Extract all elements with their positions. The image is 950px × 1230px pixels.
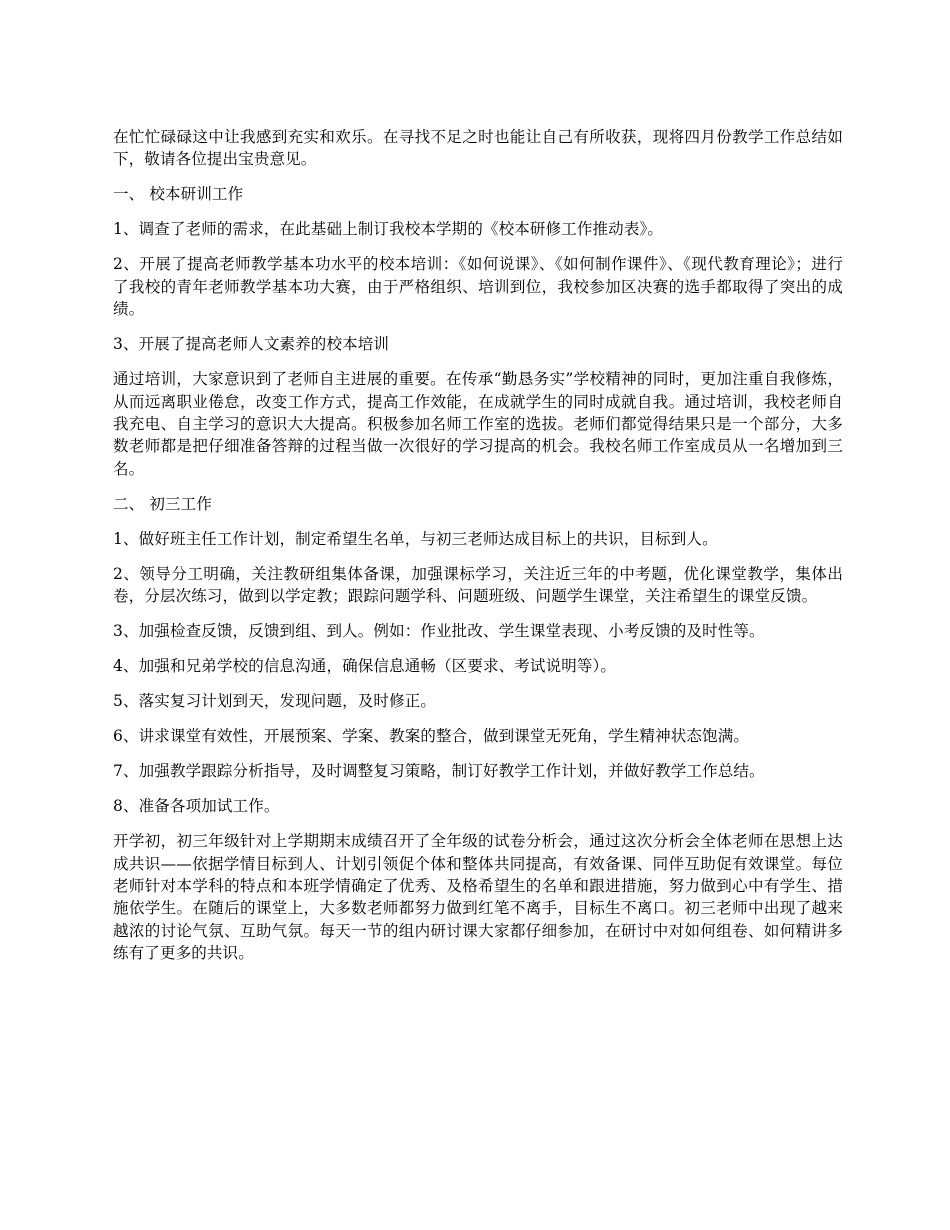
list-item: 3、开展了提高老师人文素养的校本培训 bbox=[113, 335, 390, 354]
section-heading-school-training: 一、 校本研训工作 bbox=[113, 185, 244, 204]
list-item: 3、加强检查反馈，反馈到组、到人。例如：作业批改、学生课堂表现、小考反馈的及时性等。 bbox=[113, 622, 765, 641]
list-item: 1、调查了老师的需求，在此基础上制订我校本学期的《校本研修工作推动表》。 bbox=[113, 220, 664, 239]
list-item: 1、做好班主任工作计划，制定希望生名单，与初三老师达成目标上的共识，目标到人。 bbox=[113, 529, 718, 548]
list-item: 2、领导分工明确，关注教研组集体备课，加强课标学习，关注近三年的中考题，优化课堂教学，集体出卷，分层次练习，做到以学定教；跟踪问题学科、问题班级、问题学生课堂，关注希望生的课堂反馈。 bbox=[113, 564, 843, 606]
list-item: 6、讲求课堂有效性，开展预案、学案、教案的整合，做到课堂无死角，学生精神状态饱满。 bbox=[113, 727, 750, 746]
list-item: 7、加强教学跟踪分析指导，及时调整复习策略，制订好教学工作计划，并做好教学工作总结。 bbox=[113, 762, 765, 781]
list-item: 8、准备各项加试工作。 bbox=[113, 797, 280, 816]
body-paragraph: 开学初，初三年级针对上学期期末成绩召开了全年级的试卷分析会，通过这次分析会全体老师在思想上达成共识——依据学情目标到人、计划引领促个体和整体共同提高，有效备课、同伴互助促有效课堂。每位老师针对本学科的特点和本班学情确定了优秀、及格希望生的名单和跟进措施，努力做到心中有学生、措施依学生。在随后的课堂上，大多数老师都努力做到红笔不离手，目标生不离口。初三老师中出现了越来越浓的讨论气氛、互助气氛。每天一节的组内研讨课大家都仔细参加，在研讨中对如何组卷、如何精讲多练有了更多的共识。 bbox=[113, 832, 843, 963]
list-item: 4、加强和兄弟学校的信息沟通，确保信息通畅（区要求、考试说明等）。 bbox=[113, 657, 617, 676]
section-heading-grade-nine: 二、 初三工作 bbox=[113, 494, 212, 513]
intro-paragraph: 在忙忙碌碌这中让我感到充实和欢乐。在寻找不足之时也能让自己有所收获，现将四月份教学工作总结如下，敬请各位提出宝贵意见。 bbox=[113, 128, 843, 169]
list-item: 5、落实复习计划到天，发现问题，及时修正。 bbox=[113, 692, 437, 711]
list-item: 2、开展了提高老师教学基本功水平的校本培训：《如何说课》、《如何制作课件》、《现代教育理论》；进行了我校的青年老师教学基本功大赛，由于严格组织、培训到位，我校参加区决赛的选手都取得了突出的成绩。 bbox=[113, 255, 843, 319]
document-page bbox=[113, 126, 843, 977]
body-paragraph: 通过培训，大家意识到了老师自主进展的重要。在传承“勤恳务实”学校精神的同时，更加注重自我修炼，从而远离职业倦怠，改变工作方式，提高工作效能，在成就学生的同时成就自我。通过培训，我校老师自我充电、自主学习的意识大大提高。积极参加名师工作室的选拔。老师们都觉得结果只是一个部分，大多数老师都是把仔细准备答辩的过程当做一次很好的学习提高的机会。我校名师工作室成员从一名增加到三名。 bbox=[113, 370, 843, 478]
